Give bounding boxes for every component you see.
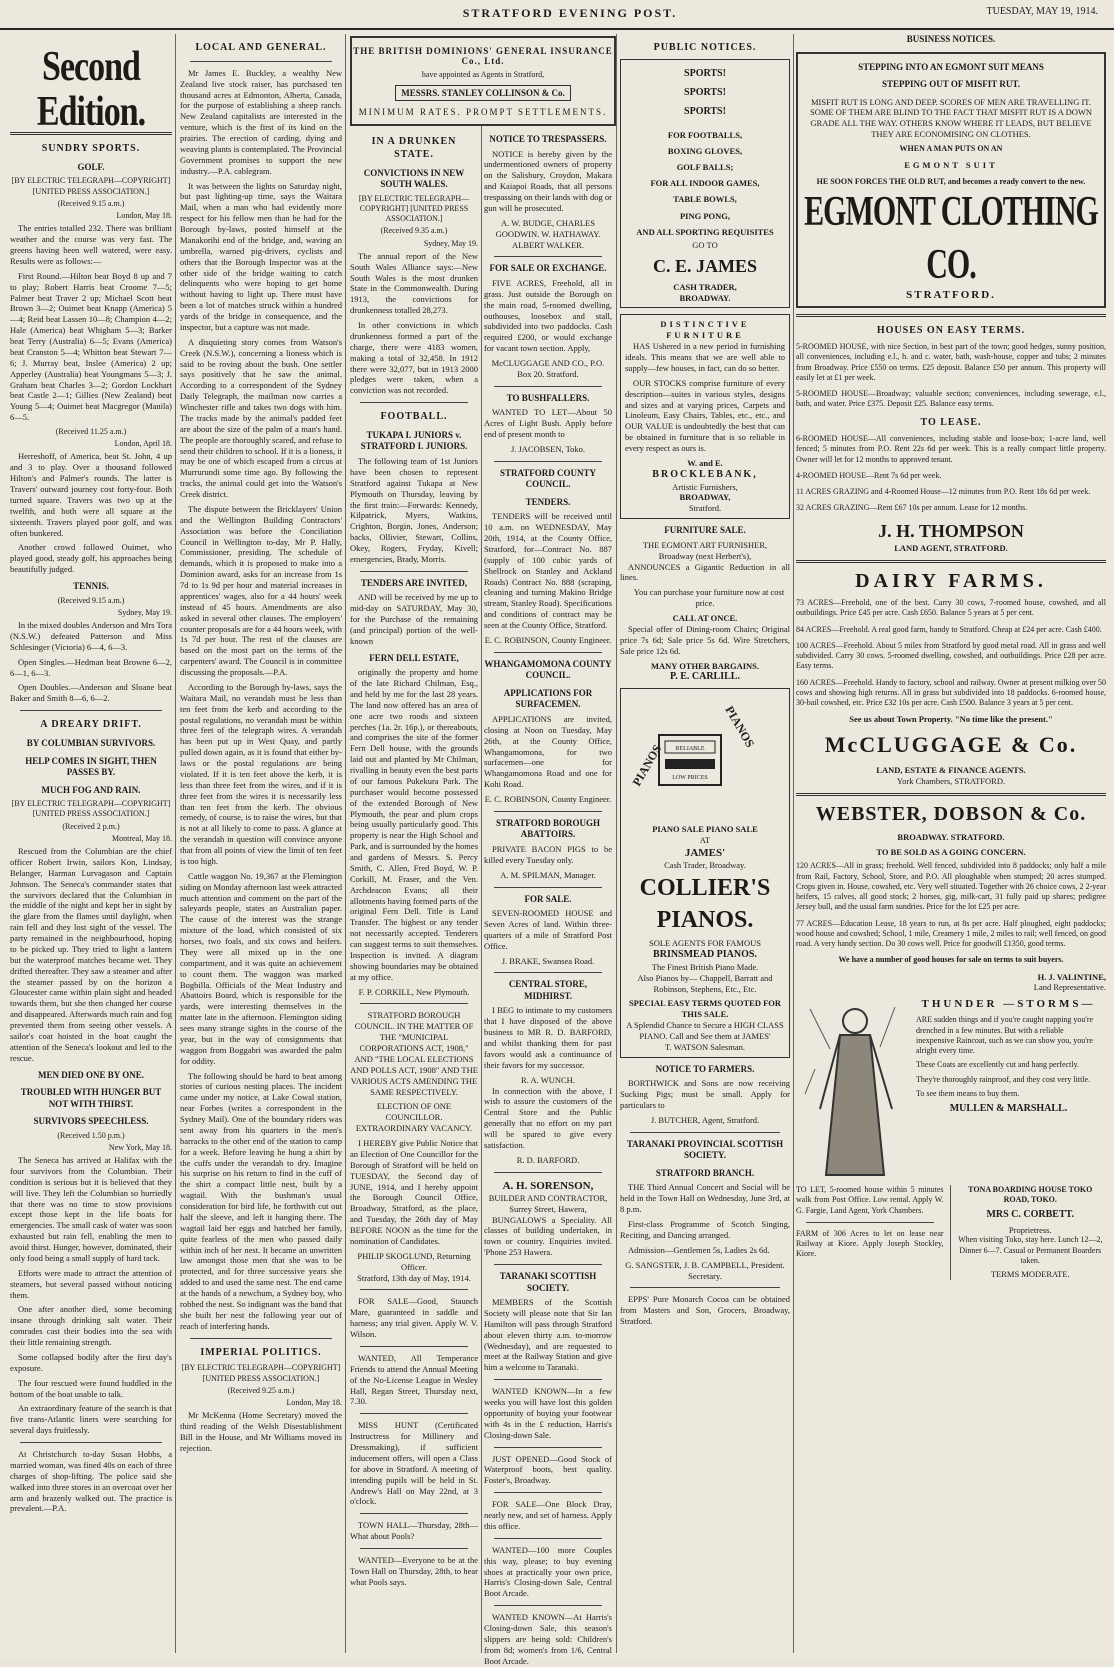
- listing: 4-ROOMED HOUSE—Rent 7s 6d per week.: [796, 470, 942, 480]
- masthead: [0, 0, 1114, 30]
- signature: PHILIP SKOGLUND, Returning Officer.: [357, 1250, 471, 1272]
- signature: A. M. SPILMAN, Manager.: [500, 869, 596, 880]
- classified: WANTED—Everyone to be at the Town Hall on Thursday, 28th, to hear what Pools says.: [350, 1555, 478, 1587]
- ad-line: LAND, ESTATE & FINANCE AGENTS.: [876, 765, 1026, 776]
- subheading: NOTICE TO FARMERS.: [655, 1063, 755, 1074]
- sports-line: SPORTS!: [684, 67, 726, 79]
- ad-line: York Chambers, STRATFORD.: [896, 776, 1006, 787]
- subheading: TARANAKI PROVINCIAL SCOTTISH SOCIETY.: [626, 1138, 784, 1161]
- heading: SUNDRY SPORTS.: [41, 143, 141, 154]
- ad-line: EGMONT SUIT: [904, 160, 998, 171]
- paragraph: Some collapsed bodily after the first day's exposure.: [10, 1351, 172, 1373]
- paragraph: The following team of 1st Juniors have been chosen to represent Stratford against Tukapa at New Plymouth on Thursday, leaving by the first train:—Forwards: Kennedy, Kilpatrick, Myers, Watkins, Crighton, Borgin, Jones, Anderson; backs, Ollivier, Stewart, Collins, Okey, Rogers, Fryday, Kivell; emergencies, Brady, Morris.: [350, 456, 478, 564]
- masthead-date: TUESDAY, MAY 19, 1914.: [986, 6, 1098, 17]
- divider: [494, 811, 602, 812]
- subheading: WHANGAMOMONA COUNTY COUNCIL.: [484, 658, 612, 681]
- ad-line: Artistic Furnishers,: [672, 481, 738, 492]
- column-5: [620, 34, 790, 1653]
- paragraph: First-class Programme of Scotch Singing, Reciting, and Dancing arranged.: [620, 1219, 790, 1240]
- dateline: Montreal, May 18.: [112, 833, 172, 843]
- classified: TOWN HALL—Thursday, 28th—What about Pools?: [350, 1520, 478, 1542]
- paragraph: BORTHWICK and Sons are now receiving Sucking Pigs; must be small. Apply for particulars to: [620, 1078, 790, 1111]
- heading: BUSINESS NOTICES.: [906, 34, 996, 44]
- ad-line: T. WATSON Salesman.: [665, 1041, 745, 1052]
- divider: [360, 1289, 468, 1290]
- paragraph: The entries totalled 232. There was brilliant weather and the course was very fast. The greens having been well watered, were easy. Results were as follows:—: [10, 223, 172, 266]
- subheading: STRATFORD BRANCH.: [655, 1167, 755, 1178]
- subheading: TO BUSHFALLERS.: [506, 392, 590, 403]
- paragraph: They're thoroughly rainproof, and they cost very little.: [916, 1074, 1091, 1084]
- ad-line: BROADWAY. STRATFORD.: [897, 831, 1005, 842]
- classified: JUST OPENED—Good Stock of Waterproof boots, best quality. Foster's, Broadway.: [484, 1453, 612, 1486]
- paragraph: To see them means to buy them.: [916, 1088, 1020, 1098]
- signature: A. W. BUDGE, CHARLES GOODWIN. W. HATHAWAY. ALBERT WALKER.: [495, 217, 601, 250]
- ad-name: P. E. CARLILL.: [670, 671, 740, 683]
- sports-item: FOR FOOTBALLS,: [667, 129, 743, 140]
- paragraph: originally the property and home of the late Richard Chilman, Esq., and held by me for the last 28 years. The land now offered has an area of one acre two roods and sixteen perches (1a. 2r. 16p.), or thereabouts, and comprises the site of the former Fern Dell house, with the grounds laid out and planted by Mr Chilman, rivalling in beauty even the best parts of our famous Pukekura Park. The purchaser would become possessed of the extended Borough of New Plymouth, the pear and plum crops being usually particularly good. This property is near the High School and Park, and is surrounded by the homes and gardens of Messrs. S. Percy Smith, C. Allen, Fred Boyd, W. P. Corkill, M. Fraser, and the Ven. Archdeacon Evans; all their allotments having formed parts of the original Fern Dell. Title is Land Transfer. The highest or any tender not necessarily accepted. Tenderers can suggest terms to suit themselves. Inspection is invited. A diagram showing boundaries may be obtained at my office.: [350, 667, 478, 982]
- received: (Received 9.15 a.m.): [57, 595, 125, 605]
- sports-line: SPORTS!: [684, 86, 726, 98]
- divider: [360, 1548, 468, 1549]
- divider: [494, 1605, 602, 1606]
- signature: E. C. ROBINSON, County Engineer.: [484, 794, 612, 805]
- divider: [494, 256, 602, 257]
- ad-line: SPECIAL EASY TERMS QUOTED FOR THIS SALE.: [628, 998, 782, 1020]
- sports-item: GOLF BALLS;: [676, 162, 734, 173]
- ad-title: TONA BOARDING HOUSE TOKO ROAD, TOKO.: [968, 1185, 1093, 1205]
- subheading: TENDERS ARE INVITED,: [360, 577, 468, 588]
- ad-line: Stratford.: [688, 503, 722, 514]
- received: (Received 9.25 a.m.): [227, 1385, 295, 1395]
- paragraph: Special offer of Dining-room Chairs; Original price 7s 6d; Sale price 5s 6d. Wire Stretchers, Sale price 12s 6d.: [620, 623, 790, 656]
- listing: 11 ACRES GRAZING and 4-Roomed House—12 minutes from P.O. Rent 18s 6d per week.: [796, 487, 1091, 497]
- divider: [494, 972, 602, 973]
- paragraph: Mr James E. Buckley, a wealthy New Zealand live stock raiser, has purchased ten thousand acres at Edmonton, Alberta, Canada, for the purpose of establishing a sheep ranch. New Zealand capitalists are interested in the venture, which is the first of its kind on the prairies. The erection of carding, dying and weaving plants is contemplated. The Provincial Government promises to support the new industry.—P.A. cablegram.: [180, 67, 342, 176]
- ad-line: Surrey Street, Hawera,: [509, 1203, 587, 1214]
- dateline: London, May 18.: [116, 211, 172, 221]
- piano-ad: [620, 688, 790, 1058]
- credit: [BY ELECTRIC TELEGRAPH—COPYRIGHT] [UNITED PRESS ASSOCIATION.]: [11, 799, 171, 819]
- subheading: HELP COMES IN SIGHT, THEN PASSES BY.: [25, 755, 157, 778]
- dateline: New York, May 18.: [108, 1142, 172, 1152]
- signature: E. C. ROBINSON, County Engineer.: [484, 634, 612, 645]
- divider: [494, 887, 602, 888]
- paragraph: One after another died, some becoming insane through drinking salt water. Their comrades cast their bodies into the sea with their little remaining strength.: [10, 1304, 172, 1348]
- dateline: Sydney, May 19.: [423, 238, 478, 248]
- ad-line: GO TO: [692, 239, 718, 250]
- paragraph: At Christchurch to-day Susan Hobbs, a married woman, was fined 40s on each of three charges of shop-lifting. The police said she walked into three stores in an overcoat over her arm and brazenly walked out. The practice is prevalent.—P.A.: [10, 1449, 172, 1514]
- boarding-ad: [950, 1185, 1106, 1280]
- piano-word-left: PIANOS: [629, 742, 665, 789]
- ad-line: CASH TRADER,: [673, 281, 737, 292]
- signature: G. SANGSTER, J. B. CAMPBELL, President. Secretary.: [625, 1259, 785, 1281]
- sports-item: TABLE BOWLS,: [673, 194, 737, 205]
- subheading: FURNITURE SALE.: [664, 525, 746, 536]
- signature: R. D. BARFORD.: [516, 1154, 580, 1165]
- divider: [796, 793, 1106, 796]
- paragraph: APPLICATIONS are invited, closing at Noon on Tuesday, May 26th, at the County Office, Whangamomona, for two surfacemen—one for Whangamomona Road and one for Kohi Road.: [484, 713, 612, 790]
- listing: 5-ROOMED HOUSE—Broadway; valuable section; conveniences, including sewerage, e.l., bath, and water. Price £375. Deposit £25. Balance easy terms.: [796, 388, 1106, 409]
- subheading: TARANAKI SCOTTISH SOCIETY.: [499, 1271, 597, 1293]
- listing: 160 ACRES—Freehold. Handy to factory, school and railway. Owner at present milking over 50 cows and showing high returns. All in grass but subdivided into 18 paddocks. 6-roomed house, 30-bail cowshed, etc. Price £32 10s per acre. Cash £500. Balance 3 years at 5 per cent.: [796, 677, 1106, 708]
- furniture-ad: [620, 314, 790, 519]
- ad-line: STRATFORD.: [906, 289, 996, 302]
- paragraph: THE Third Annual Concert and Social will be held in the Town Hall on Wednesday, June 3rd, at 8 p.m.: [620, 1182, 790, 1215]
- ad-line: Proprietress.: [1008, 1224, 1052, 1235]
- dateline: London, May 18.: [286, 1398, 342, 1408]
- subheading: TENNIS.: [73, 581, 109, 592]
- divider: [360, 571, 468, 572]
- column-rule: [175, 34, 176, 1653]
- divider: [360, 1413, 468, 1414]
- subheading: MEN DIED ONE BY ONE.: [38, 1069, 144, 1080]
- subheading: CONVICTIONS IN NEW SOUTH WALES.: [363, 167, 465, 190]
- paragraph: AND will be received by me up to mid-day on SATURDAY, May 30, for the Purchase of the remaining (and principal) portion of the well-known: [350, 592, 478, 646]
- heading: LOCAL AND GENERAL.: [195, 42, 327, 53]
- classified: FOR SALE—Good, Staunch Mare, guaranteed in saddle and harness; any trial given. Apply W. V. Wilson.: [350, 1296, 478, 1340]
- paragraph: OUR STOCKS comprise furniture of every description—suites in various styles, designs and sizes and at varying prices, Carpets and Linoleum, Easy Chairs, Tables, etc., etc., and OUR VALUE is undoubtedly the best that can be obtained in furniture that is so reliable in every respect as ours is.: [625, 377, 785, 454]
- column-6: [796, 34, 1106, 1653]
- divider: [494, 652, 602, 653]
- divider: [20, 710, 162, 711]
- piano-illustration-icon: [625, 697, 758, 817]
- piano-low-prices: LOW PRICES: [672, 775, 708, 782]
- classified: FARM of 306 Acres to let on lease near Railway at Kiore. Apply Joseph Stockley, Kiore.: [796, 1228, 944, 1259]
- masthead-title: STRATFORD EVENING POST.: [462, 6, 678, 20]
- sports-line: SPORTS!: [684, 105, 726, 117]
- ad-name: A. H. SORENSON,: [502, 1179, 594, 1192]
- thunder-ad: [796, 993, 1106, 1183]
- ad-name: PIANOS.: [656, 907, 754, 934]
- ad-line: A Splendid Chance to Secure a HIGH CLASS PIANO. Call and See them at JAMES': [626, 1020, 784, 1042]
- sports-item: FOR ALL INDOOR GAMES,: [650, 178, 760, 189]
- credit: [BY ELECTRIC TELEGRAPH—COPYRIGHT] [UNITED PRESS ASSOCIATION.]: [181, 1363, 341, 1383]
- subheading: CENTRAL STORE, MIDHIRST.: [508, 979, 588, 1001]
- listing: 84 ACRES—Freehold. A real good farm, handy to Stratford. Cheap at £24 per acre. Cash £400.: [796, 624, 1102, 634]
- listing: 32 ACRES GRAZING—Rent £67 10s per annum. Lease for 12 months.: [796, 503, 1028, 513]
- classified: FOR SALE—One Block Dray, nearly new, and set of harness. Apply this office.: [484, 1499, 612, 1531]
- ad-line: Cash Trader, Broadway.: [664, 859, 746, 870]
- subheading: GOLF.: [77, 161, 105, 172]
- ad-name: C. E. JAMES: [652, 255, 757, 276]
- notice-title: STRATFORD BOROUGH COUNCIL. IN THE MATTER OF THE "MUNICIPAL CORPORATIONS ACT, 1908," AND "THE LOCAL ELECTIONS AND POLLS ACT, 1908" AND THE VARIOUS ACTS AMENDING THE SAME RESPECTIVELY.: [350, 1010, 478, 1097]
- egmont-ad: [796, 52, 1106, 309]
- paragraph: The four rescued were found huddled in the bottom of the boat unable to talk.: [10, 1377, 172, 1399]
- subheading: TENDERS.: [525, 496, 571, 507]
- ad-line: BROADWAY.: [679, 292, 731, 303]
- subheading: TROUBLED WITH HUNGER BUT NOT WITH THIRST.: [20, 1087, 162, 1109]
- ad-line: Also Pianos by— Chappell, Barratt and Robinson, Stephens, Etc., Etc.: [637, 972, 773, 994]
- paragraph: BUNGALOWS a Speciality. All classes of building undertaken, in town or country. Enquiries invited. 'Phone 253 Hawera.: [484, 1214, 612, 1258]
- signature: R. A. WUNCH.: [521, 1074, 575, 1085]
- column-3: [350, 128, 478, 1653]
- subheading: FERN DELL ESTATE,: [369, 652, 459, 663]
- column-4: [484, 128, 612, 1666]
- ad-line: WHEN A MAN PUTS ON AN: [899, 144, 1003, 154]
- paragraph: Cattle waggon No. 19,367 at the Flemington siding on Monday afternoon last week attracted much attention and comment on the part of the saleyards people, states an Australian paper. The cause of the interest was the strange mixture of the load, which consisted of six horses, two foals, and six cows and heifers. They were all mixed up in the one compartment, and it was quite an achievement to count them. The waggon was marked Bogbilla. Officials of the Meat Industry and Abattoirs Board, which is responsible for the yards, were interesting themselves in the matter late in the afternoon. Flemington siding sees many strange sights in the course of the year, but in the way of consignments that waggon from Boggabri was awarded the palm for oddity.: [180, 870, 342, 1066]
- ad-line: BRINSMEAD PIANOS.: [653, 949, 757, 961]
- banner-rates: MINIMUM RATES. PROMPT SETTLEMENTS.: [358, 107, 608, 117]
- ad-line: Broadway (next Herbert's),: [658, 550, 752, 561]
- column-rule: [481, 126, 482, 1653]
- listing: 6-ROOMED HOUSE—All conveniences, including stable and loose-box; 1-acre land, well fenced; 5 minutes from P.O. Rent 22s 6d per week. This is a really compact little property. Owner will let for 12 months to approved tenant.: [796, 434, 1106, 464]
- piano-word-right: PIANOS: [722, 703, 758, 750]
- ad-line: HE SOON FORCES THE OLD RUT, and becomes a ready convert to the new.: [816, 177, 1086, 187]
- received: (Received 11.25 a.m.): [55, 427, 127, 436]
- column-rule: [616, 34, 617, 1653]
- listing: 73 ACRES—Freehold, one of the best. Carry 30 cows, 7-roomed house, cowshed, and all outbuildings. Price £45 per acre. Cash £650. Balance 5 years at 5 per cent.: [796, 598, 1106, 618]
- received: (Received 2 p.m.): [62, 821, 120, 831]
- divider: [630, 1287, 780, 1288]
- paragraph: MISFIT RUT IS LONG AND DEEP. SCORES OF MEN ARE TRAVELLING IT. SOME OF THEM ARE BLIND TO THE FACT THAT MISFIT RUT IS A DOWN GRADE ALL THE WAY. OTHERS KNOW WHERE IT LEADS, BUT BELIEVE THEY ARE ECONOMISING ON CLOTHES.: [809, 96, 1093, 140]
- ad-name: COLLIER'S: [639, 874, 771, 901]
- sports-item: AND ALL SPORTING REQUISITES: [636, 226, 774, 237]
- subheading: SURVIVORS SPEECHLESS.: [33, 1116, 149, 1127]
- ad-line: SOLE AGENTS FOR FAMOUS: [648, 938, 761, 949]
- subheading: MUCH FOG AND RAIN.: [41, 784, 141, 795]
- banner-line: have appointed as Agents in Stratford,: [421, 70, 545, 79]
- paragraph: FIVE ACRES, Freehold, all in grass. Just outside the Borough on the main road, 5-roomed dwelling, outhouses, loosebox and stall, subdivided into two paddocks. Cash required £200, or would exchange for vacant town section. Apply,: [484, 277, 612, 354]
- paragraph: It was between the lights on Saturday night, but past lighting-up time, says the Waitara Mail, when a man who had evidently more respect for his fellow men than he had for the Borough by-laws, posted himself at the Manakorihi end of the bridge, and, waving an umbrella, warned pig-drivers, cyclists and others that the Borough Inspector was at the other side of the bridge waiting to catch delinquents who were hoping to get home without having to light up. There must have been a lot of matches struck within a hundred yards of the bridge in consequence, and the inspector, but a capture was not made.: [180, 180, 342, 332]
- paragraph: SEVEN-ROOMED HOUSE and Seven Acres of land. Within three-quarters of a mile of Stratford Post Office.: [484, 908, 612, 951]
- ad-line: TERMS MODERATE.: [990, 1269, 1070, 1280]
- paragraph: The dispute between the Bricklayers' Union and the Wellington Building Contractors' Association was before the Conciliation Council in Wellington to-day, Mr P. Hally, Commissioner, presiding. The schedule of demands, which it is proposed to make into a Dominion award, asks for an increase from 1s 7d to 1s 9d per hour and material increases in apprentices' wages, also for a 44 hours' week instead of 45 hours. Amendments are also asked in several other clauses. The employers' counter proposals are for a 44 hours week, with 1s 7d per hour. The rest of the clauses are based on the most part on the terms of the carpenters' award. The Council is in committee discussing the proposals.—P.A.: [180, 503, 342, 678]
- divider: [494, 1447, 602, 1448]
- ad-line: CALL AT ONCE.: [672, 613, 738, 623]
- ad-line: BUILDER AND CONTRACTOR,: [488, 1192, 608, 1203]
- signature: McCLUGGAGE AND CO., P.O. Box 20. Stratford.: [491, 358, 605, 379]
- ad-line: W. and E.: [687, 457, 723, 468]
- edition-title: Second Edition.: [36, 43, 146, 135]
- signature: F. P. CORKILL, New Plymouth.: [358, 986, 470, 997]
- paragraph: ANNOUNCES a Gigantic Reduction in all lines.: [620, 561, 790, 583]
- bottom-classifieds: [796, 1185, 1106, 1280]
- ad-line: Land Representative.: [1033, 982, 1106, 993]
- ad-line: BROADWAY,: [679, 492, 731, 503]
- subheading: BY COLUMBIAN SURVIVORS.: [26, 738, 156, 748]
- ad-name: DAIRY FARMS.: [855, 569, 1047, 592]
- ad-name: H. J. VALINTINE,: [1037, 971, 1106, 982]
- divider: [360, 1346, 468, 1347]
- paragraph: The Seneca has arrived at Halifax with the four survivors from the Columbian. Their condition is serious but it is believed that they will live. They left the Columbian so hurriedly that there was no time to stow provisions except those kept in the life boats for emergencies. The small cask of water was soon exhausted but rain fell, enabling the men to avoid thirst. Hunger, however, dominated, their only food being a small supply of hard tack.: [10, 1155, 172, 1263]
- signature: J. JACOBSEN, Toko.: [510, 443, 586, 454]
- ad-line: When visiting Toko, stay here. Lunch 12—2, Dinner 6—7. Casual or Permanent Boarders taken.: [958, 1235, 1103, 1265]
- paragraph: Rescued from the Columbian are the chief officer Robert Irwin, sailors Kon, Lindsay, Belanger, Harman Lurvagason and Captain Johnson. The Seneca's commander states that the survivors declared that the Columbian in the middle of the night and kept her in sight by the glare from the flames until daylight, when rain fell and they lost sight of the vessel. The party remained in the neighbourhood, hoping to be picked up. They tried to light a lantern but the waterproof matches became wet. They drifted thereafter. They saw a steamer and after the steamer passed by on the horizon a Gloucester came within plain sight and headed towards them, but she then changed her course and disappeared. Afterwards much rain and fog prevented them from seeing other vessels. A sailor's coat hoisted in the boat caught the attention of the Seneca's lookout and led to the rescue.: [10, 846, 172, 1063]
- paragraph: Open Doubles.—Anderson and Sloane beat Baker and Smith 8—6, 6—2.: [10, 682, 172, 704]
- divider: [494, 1538, 602, 1539]
- ad-name: BROCKLEBANK,: [652, 468, 758, 480]
- heading: FOOTBALL.: [380, 411, 448, 423]
- listing: 77 ACRES—Education Lease, 18 years to run, at 8s per acre. Half ploughed, eight paddocks; wood house and cowshed; School, 1 mile, Creamery 1 mile, 2 miles to rail; well fenced, on good road. A very handy section. Do 30 cows well. Price for goodwill £1350, good terms.: [796, 918, 1106, 949]
- divider: [796, 560, 1106, 563]
- received: (Received 1.50 p.m.): [57, 1130, 125, 1140]
- divider: [190, 1338, 332, 1339]
- classified: WANTED KNOWN—At Harris's Closing-down Sale, this season's slippers are being sold: Children's from 8d; women's from 1/6, Central Boot Arcade.: [484, 1612, 612, 1666]
- credit: [BY ELECTRIC TELEGRAPH—COPYRIGHT] [UNITED PRESS ASSOCIATION.]: [358, 193, 470, 224]
- divider: [630, 1132, 780, 1133]
- ad-title: STEPPING OUT OF MISFIT RUT.: [882, 79, 1020, 90]
- sports-ad: [620, 59, 790, 309]
- raincoat-figure-icon: [800, 999, 910, 1179]
- ad-title: THUNDER —STORMS—: [921, 998, 1096, 1011]
- paragraph: An extraordinary feature of the search is that five trans-Atlantic liners were searching for several days fruitlessly.: [10, 1403, 172, 1436]
- listing: 5-ROOMED HOUSE, with nice Section, in best part of the town; good hedges, sunny position, all conveniences, including e.l., h. and c. water, bath, wash-house, copper and tubs; 2 minutes from Broadway. Price £550 on terms. £25 deposit. Balance £50 per annum. This property will easily let at £1 per week.: [796, 342, 1106, 382]
- classified: WANTED—100 more Couples this way, please; to buy evening shoes at practically your own price, Harris's Closing-down Sale, Central Boot Arcade.: [484, 1544, 612, 1599]
- ad-title: DISTINCTIVE FURNITURE: [660, 319, 750, 341]
- subheading: TUKAPA I. JUNIORS v. STRATFORD I. JUNIORS.: [360, 429, 468, 452]
- paragraph: I HEREBY give Public Notice that an Election of One Councillor for the Borough of Stratford will be held on TUESDAY, the Second day of JUNE, 1914, and I hereby appoint the Borough Council Office, Broadway, Stratford, as the place, and Tuesday, the 26th day of May BEFORE NOON as the time for the nomination of Candidates.: [350, 1138, 478, 1246]
- heading: IN A DRUNKEN STATE.: [371, 136, 457, 160]
- paragraph: These Coats are excellently cut and hang perfectly.: [916, 1060, 1079, 1070]
- subheading: NOTICE TO TRESPASSERS.: [489, 134, 607, 144]
- column-rule: [793, 34, 794, 1653]
- signature: J. BUTCHER, Agent, Stratford.: [650, 1115, 760, 1125]
- paragraph: In connection with the above, I wish to assure the customers of the Central Store and the Public generally that no effort on my part will be spared to give every satisfaction.: [484, 1085, 612, 1150]
- classified: WANTED, All Temperance Friends to attend the Annual Meeting of the No-License League in Wesley Hall, Regan Street, Thursday next, 7.30.: [350, 1352, 478, 1407]
- paragraph: HAS Ushered in a new period in furnishing ideals. This means that we are well able to supply—few houses, in fact, can do so better.: [625, 341, 785, 373]
- dateline: London, April 18.: [114, 439, 172, 449]
- ad-line: MANY OTHER BARGAINS.: [650, 660, 760, 671]
- heading: TO LEASE.: [920, 417, 982, 429]
- heading: IMPERIAL POLITICS.: [200, 1346, 322, 1358]
- paragraph: TENDERS will be received until 10 a.m. on WEDNESDAY, May 20th, 1914, at the County Office, Stratford, for—Contract No. 887 (supply of 100 cubic yards of Shellrock on Stanley and Ackland Roads) Contract No. 888 (scraping, cleaning and turning Makino Bridge stream, Stanley Road). Specifications and conditions of contract may be seen at the County Office, Stratford.: [484, 511, 612, 631]
- received: (Received 9.15 a.m.): [57, 198, 125, 208]
- paragraph: I BEG to intimate to my customers that I have disposed of the above business to MR R. D. BARFORD, and whilst thanking them for past favors would ask a continuance of their favors for my successor.: [484, 1005, 612, 1070]
- column-1: [10, 34, 172, 1653]
- paragraph: PRIVATE BACON PIGS to be killed every Tuesday only.: [484, 843, 612, 865]
- signature: J. BRAKE, Swansea Road.: [501, 955, 595, 966]
- divider: [494, 461, 602, 462]
- sports-item: BOXING GLOVES,: [667, 145, 743, 156]
- classified: EPPS' Pure Monarch Cocoa can be obtained from Masters and Son, Grocers, Broadway, Stratford.: [620, 1294, 790, 1327]
- divider: [494, 386, 602, 387]
- divider: [20, 1442, 162, 1443]
- listing: We have a number of good houses for sale on terms to suit buyers.: [838, 955, 1064, 965]
- subheading: FOR SALE.: [524, 893, 572, 904]
- subheading: STRATFORD BOROUGH ABATTOIRS.: [495, 817, 601, 840]
- signature: Stratford, 13th day of May, 1914.: [357, 1272, 471, 1283]
- paragraph: Open Singles.—Hedman beat Browne 6—2, 6—1, 6—3.: [10, 656, 172, 678]
- paragraph: NOTICE is hereby given by the undermentioned owners of property on the Salisbury, Croydon, Makara and Kaiapoi Roads, that all persons trespassing on their lands with dog or gun will be prosecuted.: [484, 148, 612, 213]
- notice-title: ELECTION OF ONE COUNCILLOR. EXTRAORDINARY VACANCY.: [355, 1101, 473, 1134]
- ad-line: THE EGMONT ART FURNISHER,: [642, 539, 768, 550]
- paragraph: According to the Borough by-laws, says the Waitara Mail, no verandah must be less than ten feet from the kerb and according to the postal regulations, no verandah must be within three feet of the telegraph wires. A verandah has been put up in West Quay, and partly pulled down again, as it is found that either by-laws or the postal regulations are being violated. If it is ten feet above the kerb, it is less than three feet from the wires, and if it is three feet from the wires it is necessarily less than ten feet from the kerb. The obvious remedy, of course, is to raise the wires, but that is not at all likely to come to pass. A glance at the verandah in question will convince anyone that from all points of view the limit of ten feet is too high.: [180, 681, 342, 866]
- paragraph: ARE sudden things and if you're caught napping you're drenched in a few minutes. But with a reliable inexpensive Raincoat, such as we can show you, you're alright every time.: [916, 1015, 1094, 1056]
- received: (Received 9.35 a.m.): [380, 226, 448, 236]
- ad-line: The Finest British Piano Made.: [651, 961, 759, 972]
- classified: TO LET, 5-roomed house within 5 minutes walk from Post Office. Low rental. Apply W. G. Fargie, Land Agent, York Chambers.: [796, 1185, 944, 1215]
- listing: 100 ACRES—Freehold. About 5 miles from Stratford by good metal road. All in grass and well subdivided. Carry 30 cows. 5-roomed dwelling, cowshed, and outbuildings. Price £28 per acre. Easy terms.: [796, 640, 1106, 671]
- column-rule: [345, 34, 346, 1653]
- paragraph: Admission—Gentlemen 5s, Ladies 2s 6d.: [628, 1244, 770, 1255]
- ad-name: EGMONT CLOTHING CO.: [804, 188, 1098, 289]
- heading: HOUSES ON EASY TERMS.: [876, 325, 1026, 337]
- paragraph: Another crowd followed Ouimet, who played good, steady golf, his approaches being beautifully judged.: [10, 542, 172, 575]
- ad-line: PIANO SALE PIANO SALE: [652, 824, 758, 835]
- sports-item: PING PONG,: [679, 210, 731, 221]
- ad-name: MULLEN & MARSHALL.: [949, 1102, 1068, 1114]
- divider: [494, 1492, 602, 1493]
- ad-name: McCLUGGAGE & Co.: [824, 732, 1078, 758]
- column-2: [180, 34, 342, 1653]
- ad-line: AT: [699, 834, 711, 845]
- ad-line: TO BE SOLD AS A GOING CONCERN.: [876, 846, 1026, 857]
- paragraph: WANTED TO LET—About 50 Acres of Light Bush. Apply before end of present month to: [484, 407, 612, 440]
- divider: [360, 402, 468, 403]
- ad-name: J. H. THOMPSON: [878, 520, 1024, 541]
- thunder-text: [916, 993, 1101, 1116]
- subheading: FOR SALE OR EXCHANGE.: [489, 263, 607, 274]
- classified-left: [796, 1185, 944, 1280]
- ad-name: WEBSTER, DOBSON & Co.: [815, 803, 1087, 826]
- divider: [806, 1222, 934, 1223]
- credit: [BY ELECTRIC TELEGRAPH—COPYRIGHT] [UNITED PRESS ASSOCIATION.]: [11, 176, 171, 196]
- listing: 120 ACRES—All in grass; freehold. Well fenced, subdivided into 8 paddocks; only half a mile from Rail, Factory, School, Store, and P.O. All ploughable when stumped; 20 acres stumped. Crops given in. House, cowshed, etc. Very well situated. Together with 26 choice cows, 2 2-year heifers, 15 calves, all good stock; 2 horses, gig, milk-cart, 31 fully paid up shares; pedigree Jersey bull, and the usual farm sundries. Price for the lot £25 per acre.: [796, 861, 1106, 912]
- insurance-banner: [350, 36, 616, 126]
- ad-line: JAMES': [684, 846, 726, 859]
- divider: [360, 1003, 468, 1004]
- classified: WANTED KNOWN—In a few weeks you will have lost this golden opportunity of buying your footwear with 4s in the £ reduction, Harris's Closing-down Sale.: [484, 1386, 612, 1440]
- paragraph: First Round.—Hilton beat Boyd 8 up and 7 to play; Robert Harris beat Croome 7—5; Palmer beat Traver 2 up; Michael Scott beat Brown 3—2; Ouimet beat Knapp (America) 5—4; Reid beat Lassen 10—8; Champion 4—2; Hale (America) beat Whigham 5—3; Barker beat Terry (Australia) 6—5; Evans (America) beat Cranston 5—4; Whitton beat Stewart 7—6; J. Murray beat, Inslee (America) 2 up; Apperley (Australia) beat Youngmans 5—3; J. Graham beat Charles 3—2; Gordon Lockhart beat Castle 2—1; Gillies (New Zealand) beat Young 5—4; Ouimet beat Macgregor (Manila) 6—5.: [10, 270, 172, 423]
- divider: [494, 1172, 602, 1173]
- divider: [494, 1379, 602, 1380]
- classified: MISS HUNT (Certificated Instructress for Millinery and Dressmaking), if sufficient inducement offers, will open a Class for above in Stratford. A meeting of intending pupils will be held in St. Andrew's Hall on May 22nd, at 3 o'clock.: [350, 1420, 478, 1507]
- ad-line: See us about Town Property. "No time like the present.": [849, 714, 1053, 725]
- heading: A DREARY DRIFT.: [40, 719, 142, 731]
- divider: [796, 314, 1106, 317]
- divider: [190, 61, 332, 62]
- divider: [494, 1264, 602, 1265]
- dateline: Sydney, May 19.: [117, 607, 172, 617]
- paragraph: The annual report of the New South Wales Alliance says:—New South Wales is the most drunken State in the Commonwealth. During 1913, the convictions for drunkenness totalled 28,273.: [350, 250, 478, 316]
- banner-company: THE BRITISH DOMINIONS' GENERAL INSURANCE Co., Ltd.: [353, 46, 613, 66]
- paragraph: Efforts were made to attract the attention of steamers, but several passed without noticing them.: [10, 1267, 172, 1300]
- banner-agents: MESSRS. STANLEY COLLINSON & Co.: [395, 85, 571, 101]
- paragraph: The following should be hard to beat among stories of curious nesting places. The incident came under my notice, at Lake Cowal station, near Forbes (writes a correspondent in the Sydney Mail). One of the boundary riders was sent away from his quarters in the men's barracks to the other end of the station to camp for a week. Before leaving he hung a shirt by the cuffs under the verandah to dry. Imagine his surprise on his return to find in the cuff of the shirt a compact little nest, built by a wagtail. With the bushman's usual consideration for bird life, he forthwith cut out half the sleeve, and left it hanging there. The wagtail laid her eggs and hatched her family, quite fearless of the men who passed daily within inch of her nest. It became an unwritten law amongst those men that she was to be protected, and for three successive years she added to and used the same nest. The end came at the hands of a newchum, a Sydney boy, who robbed the nest. So indignant was the band that she built her nest the following year out of reach of interfering hands.: [180, 1070, 342, 1331]
- divider: [360, 1513, 468, 1514]
- paragraph: Mr McKenna (Home Secretary) moved the third reading of the Welsh Disestablishment Bill in the House, and Mr Williams moved its rejection.: [180, 1410, 342, 1453]
- subheading: APPLICATIONS FOR SURFACEMEN.: [503, 687, 593, 710]
- paragraph: A disquieting story comes from Watson's Creek (N.S.W.), concerning a lioness which is said to be roving about the bush. One settler says positively that he saw the animal. According to a correspondent of the Sydney Daily Telegraph, the mailman now carries a Winchester rifle and takes two dogs with him. The tracks made by the animal's padded feet are about the size of the palm of a man's hand. The people are thoroughly scared, and refuse to send their children to school. If it is a lioness, it may be one of which escaped from a circus at Murrurundi some time ago. By following the tracks, the animal could get into the Watson's Creek district.: [180, 336, 342, 500]
- paragraph: Herreshoff, of America, beat St. John, 4 up and 3 to play. Over a thousand followed Hilton's and Palmer's rounds. The latter is Travers' outward journey cost forty-four. Both turned square. Travers was two up at the twelfth, and both were all square at the sixteenth. Travers played poor golf, and was often bunkered.: [10, 451, 172, 538]
- ad-title: STEPPING INTO AN EGMONT SUIT MEANS: [858, 61, 1044, 72]
- heading: PUBLIC NOTICES.: [653, 42, 757, 53]
- paragraph: In other convictions in which drunkenness formed a part of the charge, there were 4183 women, making a total of 32,458. In 1912 there were 32,077, but in 1913 2000 pledges were taken, when a conviction was not recorded.: [350, 320, 478, 396]
- paragraph: In the mixed doubles Anderson and Mrs Tora (N.S.W.) defeated Patterson and Miss Schlesinger (Victoria) 6—4, 6—3.: [10, 620, 172, 652]
- paragraph: MEMBERS of the Scottish Society will please note that Sir Ian Hamilton will pass through Stratford about eleven thirty a.m. to-morrow (Wednesday), and are requested to meet at the Railway Station and give him a welcome to Taranaki.: [484, 1297, 612, 1373]
- paragraph: You can purchase your furniture now at cost price.: [633, 587, 785, 609]
- subheading: STRATFORD COUNTY COUNCIL.: [499, 467, 597, 490]
- piano-reliable: RELIABLE: [675, 746, 705, 753]
- ad-line: LAND AGENT, STRATFORD.: [894, 542, 1008, 553]
- ad-name: MRS C. CORBETT.: [986, 1208, 1075, 1220]
